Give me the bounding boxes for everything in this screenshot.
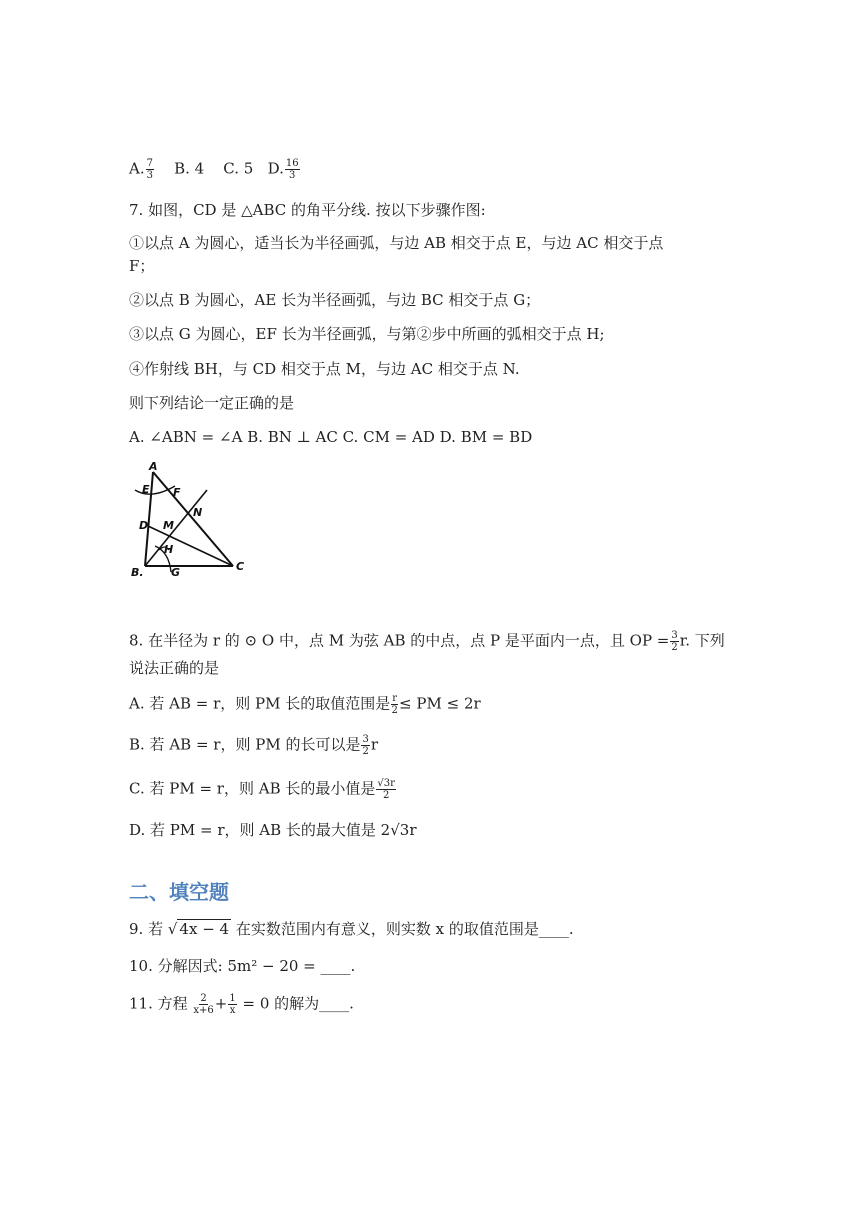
q7-options: A. ∠ABN = ∠A B. BN ⊥ AC C. CM = AD D. BM = BD bbox=[129, 428, 533, 446]
q6-options bbox=[129, 158, 301, 181]
q7-step3: ③以点 G 为圆心，EF 长为半径画弧，与第②步中所画的弧相交于点 H; bbox=[129, 325, 605, 343]
q7-step1-line1: ①以点 A 为圆心，适当长为半径画弧，与边 AB 相交于点 E，与边 AC 相交于点 bbox=[129, 234, 664, 252]
q6-option-c: C. 5 bbox=[223, 159, 254, 178]
q6-option-a-label: A. bbox=[129, 159, 145, 178]
q7-step4: ④作射线 BH，与 CD 相交于点 M，与边 AC 相交于点 N. bbox=[129, 360, 520, 378]
q9-radicand: 4x − 4 bbox=[179, 920, 230, 938]
q11: 11. 方程 $\frac{2}{x+6}$ + $\frac{1}{x}$ = 0 的解为____. bbox=[129, 993, 354, 1016]
label-e: E bbox=[142, 483, 150, 496]
label-b: B. bbox=[131, 566, 144, 579]
section-heading-fill-in: 二、填空题 bbox=[129, 880, 229, 904]
ray-bh bbox=[145, 490, 207, 566]
q8-option-c: C. 若 PM = r，则 AB 长的最小值是 $\frac{√3r}{2}$ bbox=[129, 778, 395, 801]
q11-fraction-1: $\frac{2}{x+6}$ bbox=[193, 993, 214, 1016]
q7-triangle-figure bbox=[125, 460, 255, 585]
q7-step1-line2: F； bbox=[129, 257, 155, 275]
q6-option-b: B. 4 bbox=[174, 159, 205, 178]
label-n: N bbox=[193, 506, 203, 519]
q8-option-c-fraction: $\frac{√3r}{2}$ bbox=[377, 778, 395, 801]
label-d: D bbox=[139, 519, 149, 532]
label-c: C bbox=[236, 560, 245, 573]
q7-question: 则下列结论一定正确的是 bbox=[129, 394, 295, 412]
q6-option-d-label: D. bbox=[267, 159, 284, 178]
q8-stem-fraction: $\frac{3}{2}$ bbox=[671, 630, 678, 653]
q8-stem-line1: 8. 在半径为 r 的 ⊙ O 中，点 M 为弦 AB 的中点，点 P 是平面内一点，且 OP = $\frac{3}{2}$ r. 下列 bbox=[129, 630, 725, 653]
label-a: A bbox=[149, 460, 158, 473]
q7-step2: ②以点 B 为圆心，AE 长为半径画弧，与边 BC 相交于点 G； bbox=[129, 291, 541, 309]
label-f: F bbox=[173, 486, 181, 499]
q9: 9. 若 √ 4x − 4 在实数范围内有意义，则实数 x 的取值范围是____. bbox=[129, 920, 574, 938]
q8-stem-line2: 说法正确的是 bbox=[129, 659, 220, 677]
label-m: M bbox=[163, 519, 174, 532]
q8-option-d: D. 若 PM = r，则 AB 长的最大值是 2√3r bbox=[129, 821, 417, 839]
label-h: H bbox=[164, 543, 174, 556]
q8-option-a-fraction: $\frac{r}{2}$ bbox=[391, 693, 398, 716]
label-g: G bbox=[171, 566, 181, 579]
q6-option-d-fraction: $\frac{16}{3}$ bbox=[285, 158, 299, 181]
q6-option-a-fraction: $\frac{7}{3}$ bbox=[146, 158, 153, 181]
q8-option-b-fraction: $\frac{3}{2}$ bbox=[362, 734, 369, 757]
q11-fraction-2: $\frac{1}{x}$ bbox=[229, 993, 236, 1016]
q8-option-b: B. 若 AB = r，则 PM 的长可以是 $\frac{3}{2}$ r bbox=[129, 734, 378, 757]
q8-option-a: A. 若 AB = r，则 PM 长的取值范围是 $\frac{r}{2}$ ≤ PM ≤ 2r bbox=[129, 693, 481, 716]
q7-stem: 7. 如图，CD 是 △ABC 的角平分线. 按以下步骤作图: bbox=[129, 201, 486, 219]
q10: 10. 分解因式: 5m² − 20 = ____. bbox=[129, 957, 356, 975]
